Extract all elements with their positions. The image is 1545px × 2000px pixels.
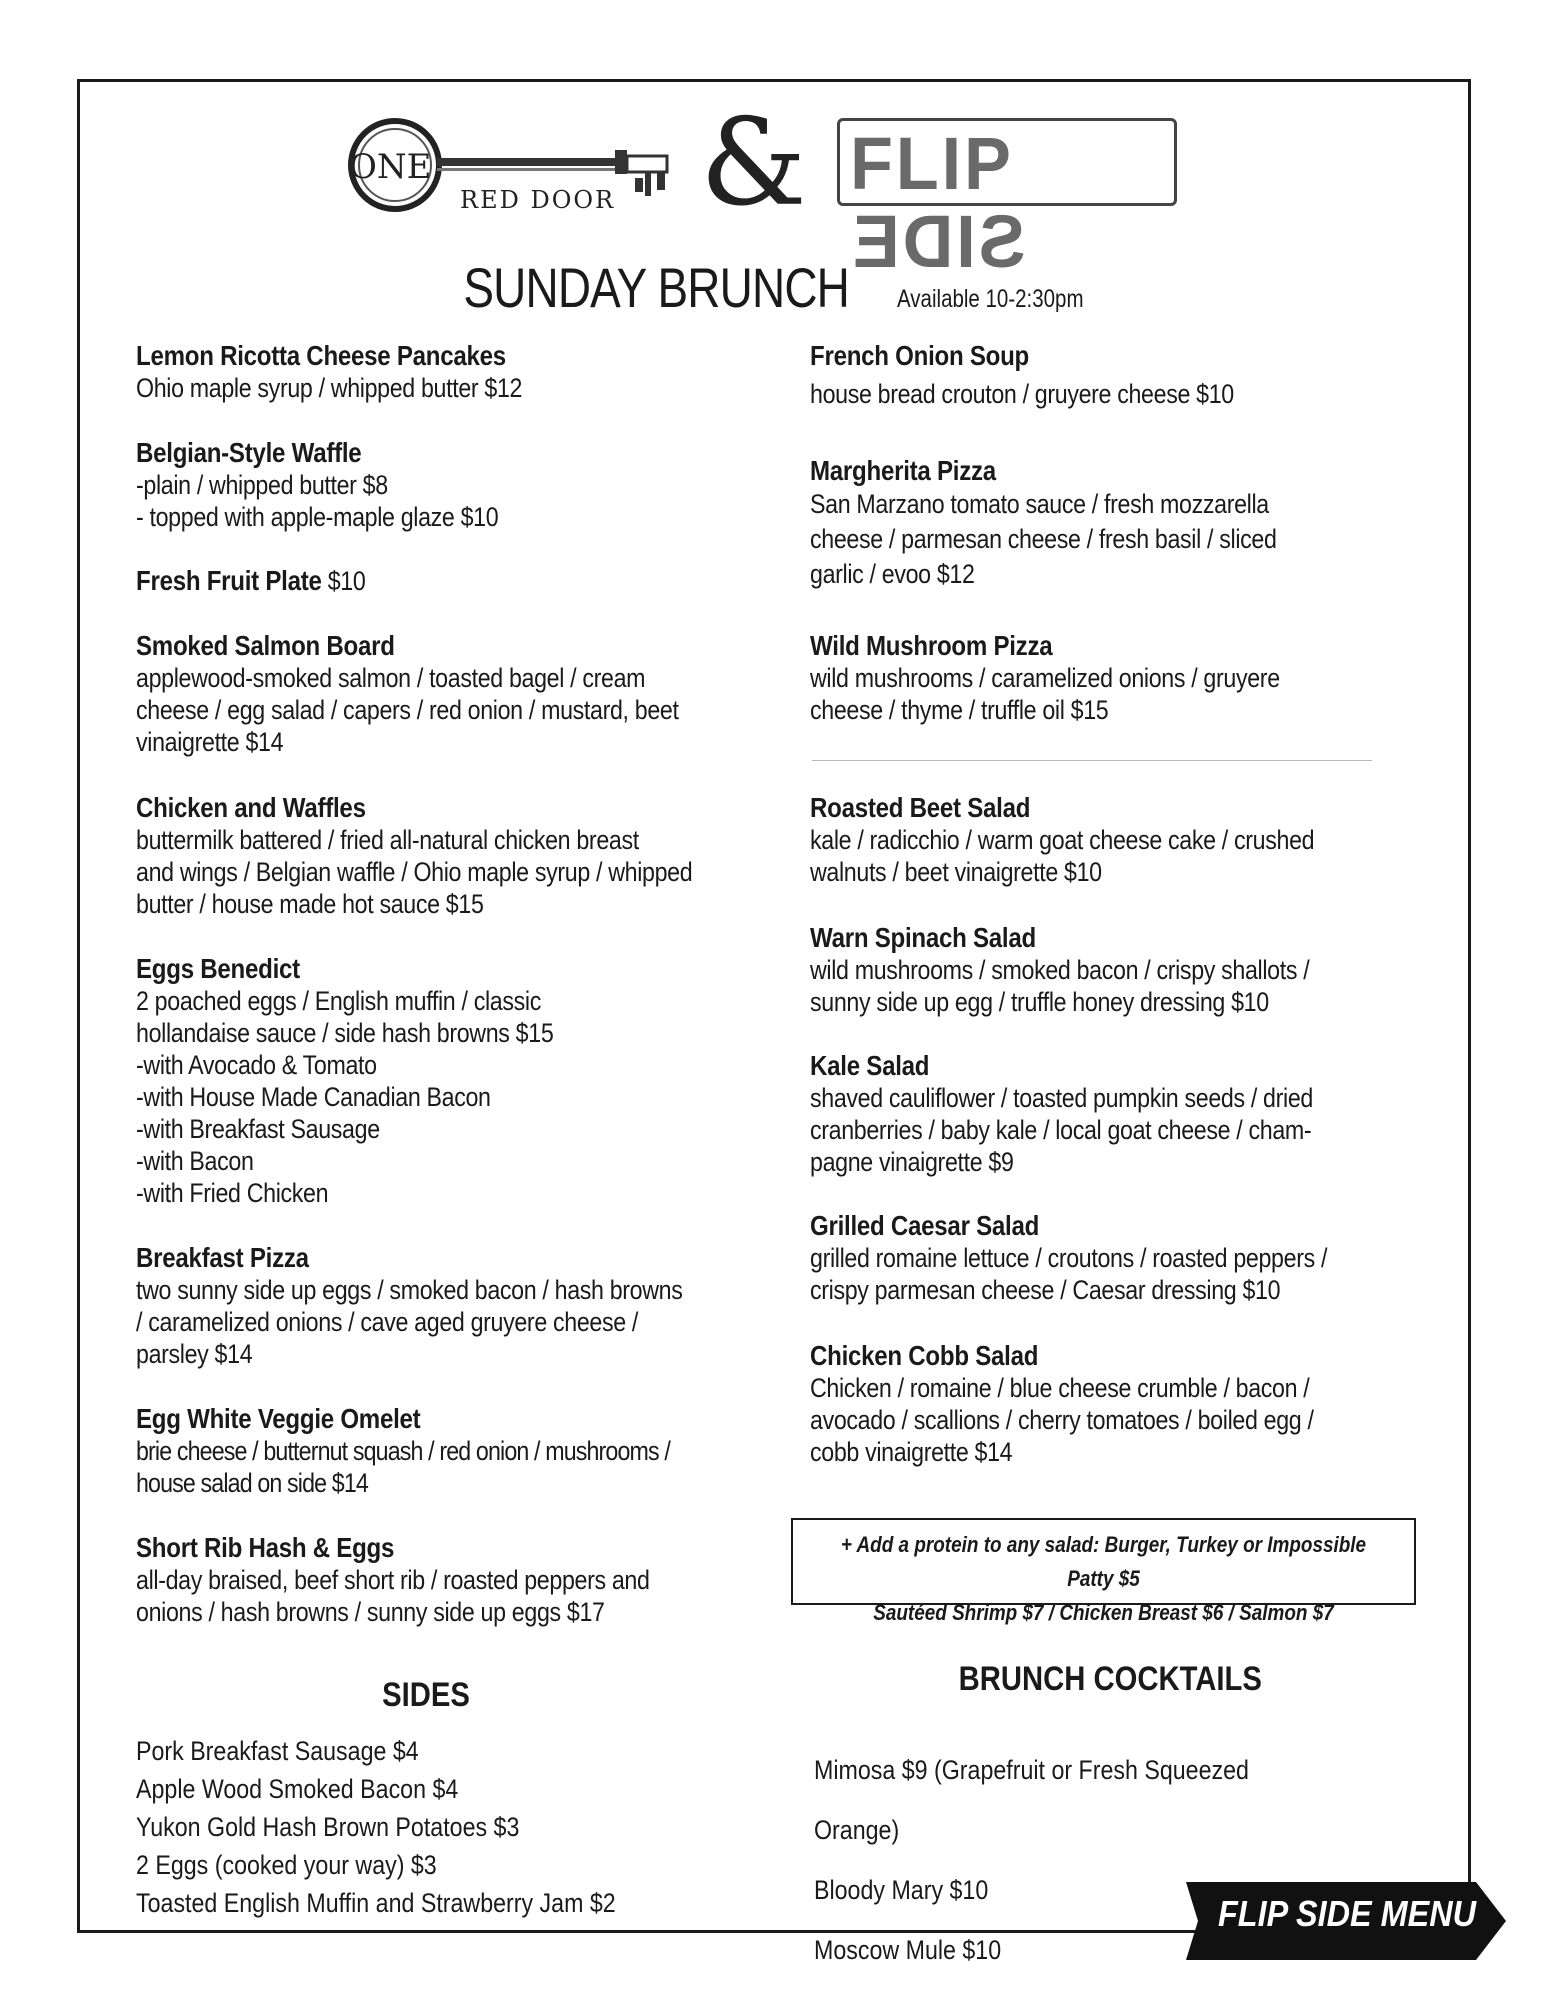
flip-side-logo-part2: SIDE [850,200,1026,283]
item-name: Lemon Ricotta Cheese Pancakes [136,340,506,371]
brand-logos [345,94,1185,283]
availability-note: Available 10-2:30pm [896,285,1084,313]
menu-item [810,922,1429,1018]
protein-addon-line2: Sautéed Shrimp $7 / Chicken Breast $6 / Salmon $7 [873,1600,1334,1625]
item-name: Margherita Pizza [810,455,996,486]
item-description: brie cheese / butternut squash / red onion / mushrooms / house salad on side $14 [136,1436,670,1498]
sides-heading-text: SIDES [382,1676,470,1714]
list-item: Yukon Gold Hash Brown Potatoes $3 [136,1812,520,1842]
menu-item [136,437,774,533]
item-name: Fresh Fruit Plate [136,565,322,596]
item-description: Chicken / romaine / blue cheese crumble / bacon / avocado / scallions / cherry tomatoes / boiled egg / cobb vinaigrette $14 [810,1373,1314,1467]
item-name: Breakfast Pizza [136,1242,309,1273]
list-item: Mimosa $9 (Grapefruit or Fresh Squeezed Orange) [814,1755,1249,1845]
item-description: -plain / whipped butter $8 - topped with apple-maple glaze $10 [136,470,499,532]
item-description: 2 poached eggs / English muffin / classic hollandaise sauce / side hash browns $15 -with Avocado & Tomato -with House Made Canadian Bacon -with Breakfast Sausage -with Bacon -with Fried Chicken [136,986,554,1208]
list-item: 2 Eggs (cooked your way) $3 [136,1850,437,1880]
item-description: wild mushrooms / smoked bacon / crispy shallots / sunny side up egg / truffle honey dressing $10 [810,955,1310,1017]
item-name: Warn Spinach Salad [810,922,1036,953]
protein-addon-box [791,1518,1416,1625]
menu-item [136,565,774,597]
item-description: San Marzano tomato sauce / fresh mozzarella cheese / parmesan cheese / fresh basil / sliced garlic / evoo $12 [810,489,1277,589]
menu-item [810,340,1429,410]
menu-item [810,1050,1429,1178]
cocktails-heading-text: BRUNCH COCKTAILS [958,1660,1262,1698]
item-name: Belgian-Style Waffle [136,437,362,468]
item-price: $10 [327,566,366,596]
item-name: Grilled Caesar Salad [810,1210,1040,1241]
list-item: Apple Wood Smoked Bacon $4 [136,1774,459,1804]
item-description: wild mushrooms / caramelized onions / gruyere cheese / thyme / truffle oil $15 [810,663,1280,725]
item-name: Chicken Cobb Salad [810,1340,1039,1371]
menu-item [136,1242,774,1370]
item-description: grilled romaine lettuce / croutons / roasted peppers / crispy parmesan cheese / Caesar dressing $10 [810,1243,1328,1305]
menu-item [136,953,774,1209]
list-item: Toasted English Muffin and Strawberry Jam $2 [136,1888,616,1918]
menu-item [810,792,1429,888]
menu-heading [0,255,1545,320]
menu-item [810,1210,1429,1306]
flip-side-logo-part1: FLIP [850,122,1014,205]
one-red-door-logo [345,110,680,220]
item-description: Ohio maple syrup / whipped butter $12 [136,373,523,403]
item-name: Chicken and Waffles [136,792,366,823]
item-description: two sunny side up eggs / smoked bacon / hash browns / caramelized onions / cave aged gruyere cheese / parsley $14 [136,1275,683,1369]
sides-heading [136,1676,716,1715]
menu-item [810,455,1429,592]
item-description: applewood-smoked salmon / toasted bagel / cream cheese / egg salad / capers / red onion / mustard, beet vinaigrette $14 [136,663,679,757]
item-description: buttermilk battered / fried all-natural chicken breast and wings / Belgian waffle / Ohio maple syrup / whipped butter / house made hot sauce $15 [136,825,693,919]
menu-item [136,630,774,758]
menu-item [136,1403,774,1499]
menu-item [810,1340,1429,1468]
item-description: kale / radicchio / warm goat cheese cake / crushed walnuts / beet vinaigrette $10 [810,825,1315,887]
menu-item [810,630,1429,726]
menu-item [136,340,774,404]
item-name: French Onion Soup [810,340,1030,371]
cocktails-heading [810,1660,1410,1699]
item-name-line [136,565,774,597]
flip-side-logo [837,118,1177,283]
logo-one-text: ONE [349,147,432,187]
ampersand: & [700,94,807,233]
item-description: house bread crouton / gruyere cheese $10 [810,379,1234,409]
item-description: shaved cauliflower / toasted pumpkin seeds / dried cranberries / baby kale / local goat cheese / cham- pagne vinaigrette $9 [810,1083,1313,1177]
item-name: Smoked Salmon Board [136,630,395,661]
page-title: SUNDAY BRUNCH [462,256,849,319]
item-description: all-day braised, beef short rib / roasted peppers and onions / hash browns / sunny side up eggs $17 [136,1565,650,1627]
item-name: Egg White Veggie Omelet [136,1403,421,1434]
item-name: Kale Salad [810,1050,930,1081]
item-name: Wild Mushroom Pizza [810,630,1053,661]
list-item: Bloody Mary $10 [814,1875,989,1905]
item-name: Roasted Beet Salad [810,792,1031,823]
item-name: Short Rib Hash & Eggs [136,1532,395,1563]
protein-addon-line1: + Add a protein to any salad: Burger, Turkey or Impossible Patty $5 [840,1532,1367,1591]
flip-side-tab-label[interactable]: FLIP SIDE MENU [1218,1893,1477,1934]
menu-item [136,1532,774,1628]
menu-item [136,792,774,920]
sides-list [136,1732,669,1922]
list-item: Pork Breakfast Sausage $4 [136,1736,419,1766]
logo-red-door-text: RED DOOR [460,186,616,214]
item-name: Eggs Benedict [136,953,300,984]
section-divider [812,760,1372,761]
list-item: Moscow Mule $10 [814,1935,1002,1965]
